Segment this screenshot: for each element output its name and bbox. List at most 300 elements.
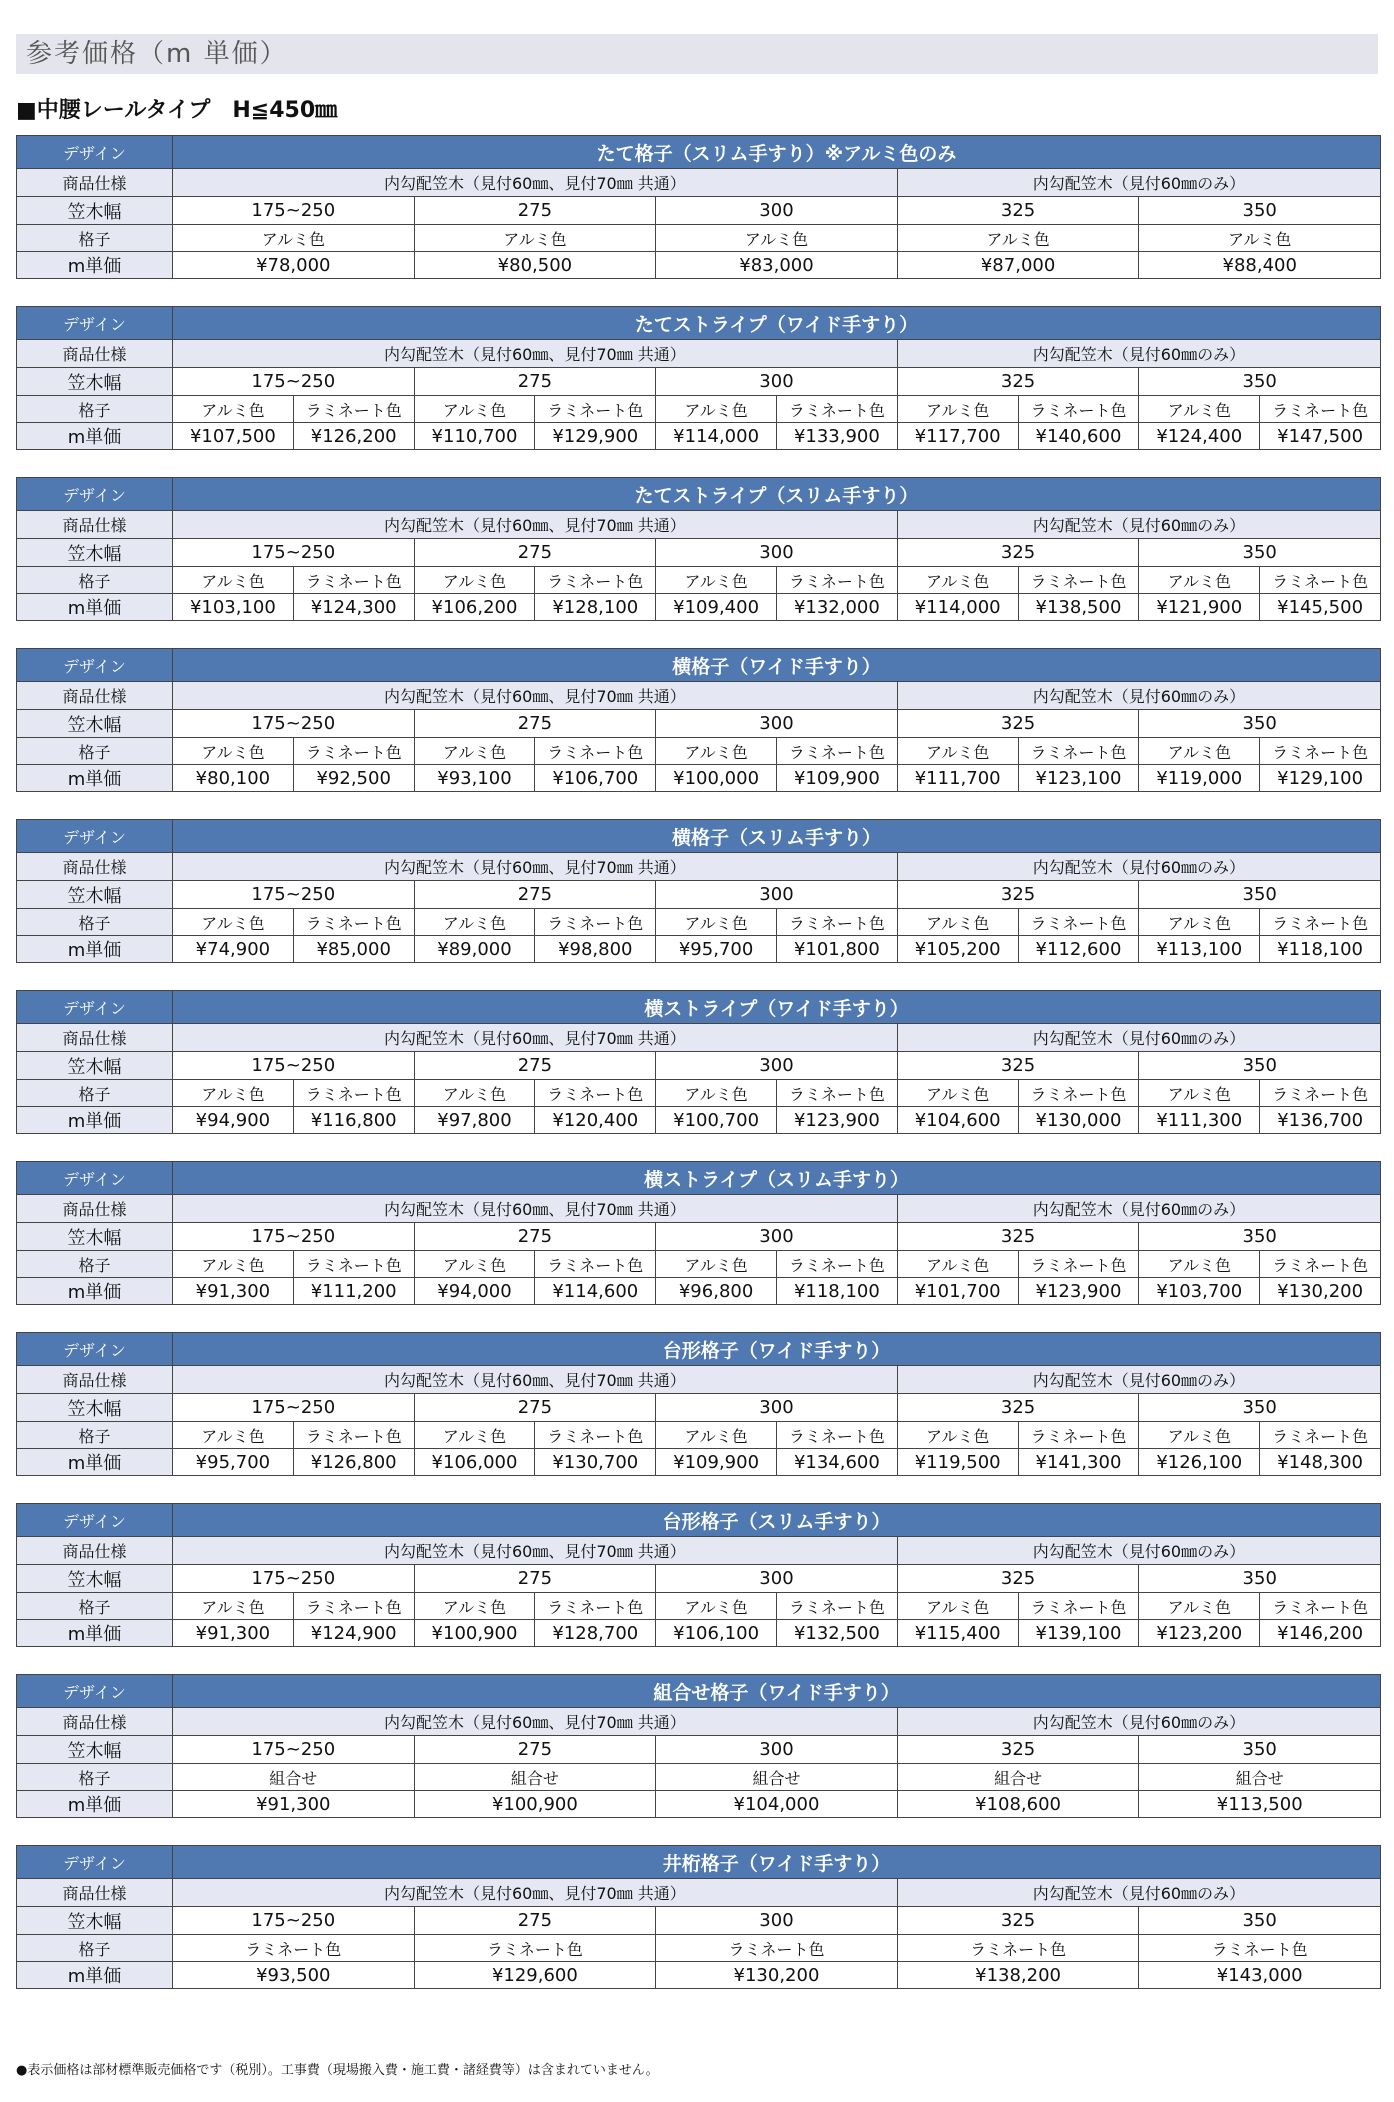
price-cell: ¥111,300 <box>1139 1107 1260 1134</box>
grid-cell: アルミ色 <box>173 567 294 594</box>
width-cell: 325 <box>897 197 1139 225</box>
spec-right: 内勾配笠木（見付60㎜のみ） <box>897 169 1380 197</box>
grid-cell: アルミ色 <box>656 909 777 936</box>
design-name: 井桁格子（ワイド手すり） <box>173 1846 1381 1879</box>
price-cell: ¥126,100 <box>1139 1449 1260 1476</box>
width-cell: 275 <box>414 197 656 225</box>
grid-cell: アルミ色 <box>897 225 1139 252</box>
grid-cell: アルミ色 <box>173 225 415 252</box>
price-cell: ¥126,800 <box>293 1449 414 1476</box>
grid-cell: ラミネート色 <box>897 1935 1139 1962</box>
row-label-spec: 商品仕様 <box>17 853 173 881</box>
grid-cell: ラミネート色 <box>293 1251 414 1278</box>
row-label-spec: 商品仕様 <box>17 1024 173 1052</box>
price-cell: ¥80,500 <box>414 252 656 279</box>
price-cell: ¥100,700 <box>656 1107 777 1134</box>
price-cell: ¥97,800 <box>414 1107 535 1134</box>
price-table <box>16 648 1381 792</box>
grid-cell: ラミネート色 <box>293 1422 414 1449</box>
grid-cell: ラミネート色 <box>535 1422 656 1449</box>
row-label-grid: 格子 <box>17 225 173 252</box>
price-cell: ¥80,100 <box>173 765 294 792</box>
row-label-grid: 格子 <box>17 1593 173 1620</box>
grid-cell: 組合せ <box>656 1764 898 1791</box>
grid-cell: 組合せ <box>897 1764 1139 1791</box>
width-cell: 275 <box>414 1907 656 1935</box>
price-cell: ¥91,300 <box>173 1791 415 1818</box>
row-label-design: デザイン <box>17 136 173 169</box>
grid-cell: ラミネート色 <box>293 1080 414 1107</box>
grid-cell: アルミ色 <box>1139 1080 1260 1107</box>
width-cell: 175~250 <box>173 1736 415 1764</box>
price-cell: ¥93,500 <box>173 1962 415 1989</box>
price-cell: ¥106,700 <box>535 765 656 792</box>
design-name: 横格子（スリム手すり） <box>173 820 1381 853</box>
spec-right: 内勾配笠木（見付60㎜のみ） <box>897 1366 1380 1394</box>
grid-cell: アルミ色 <box>1139 1422 1260 1449</box>
row-label-width: 笠木幅 <box>17 197 173 225</box>
price-cell: ¥128,100 <box>535 594 656 621</box>
design-name: 組合せ格子（ワイド手すり） <box>173 1675 1381 1708</box>
row-label-grid: 格子 <box>17 567 173 594</box>
row-label-width: 笠木幅 <box>17 710 173 738</box>
grid-cell: アルミ色 <box>414 1251 535 1278</box>
width-cell: 300 <box>656 1565 898 1593</box>
price-cell: ¥111,200 <box>293 1278 414 1305</box>
width-cell: 175~250 <box>173 539 415 567</box>
width-cell: 275 <box>414 710 656 738</box>
row-label-price: m単価 <box>17 1107 173 1134</box>
grid-cell: アルミ色 <box>173 1422 294 1449</box>
price-cell: ¥93,100 <box>414 765 535 792</box>
price-cell: ¥105,200 <box>897 936 1018 963</box>
width-cell: 325 <box>897 1736 1139 1764</box>
price-table <box>16 1161 1381 1305</box>
grid-cell: ラミネート色 <box>535 738 656 765</box>
grid-cell: ラミネート色 <box>1139 1935 1381 1962</box>
price-cell: ¥130,200 <box>656 1962 898 1989</box>
price-table <box>16 1332 1381 1476</box>
grid-cell: アルミ色 <box>656 1593 777 1620</box>
grid-cell: アルミ色 <box>656 225 898 252</box>
price-cell: ¥108,600 <box>897 1791 1139 1818</box>
spec-left: 内勾配笠木（見付60㎜、見付70㎜ 共通） <box>173 682 898 710</box>
grid-cell: ラミネート色 <box>293 1593 414 1620</box>
price-cell: ¥89,000 <box>414 936 535 963</box>
grid-cell: ラミネート色 <box>776 738 897 765</box>
grid-cell: アルミ色 <box>656 1251 777 1278</box>
grid-cell: アルミ色 <box>173 1593 294 1620</box>
row-label-width: 笠木幅 <box>17 1223 173 1251</box>
width-cell: 350 <box>1139 881 1381 909</box>
price-cell: ¥145,500 <box>1260 594 1381 621</box>
price-cell: ¥100,900 <box>414 1791 656 1818</box>
grid-cell: ラミネート色 <box>535 396 656 423</box>
width-cell: 300 <box>656 1223 898 1251</box>
row-label-spec: 商品仕様 <box>17 1537 173 1565</box>
width-cell: 350 <box>1139 368 1381 396</box>
price-cell: ¥136,700 <box>1260 1107 1381 1134</box>
price-cell: ¥104,000 <box>656 1791 898 1818</box>
width-cell: 275 <box>414 1736 656 1764</box>
grid-cell: アルミ色 <box>897 909 1018 936</box>
price-cell: ¥141,300 <box>1018 1449 1139 1476</box>
price-table <box>16 135 1381 279</box>
width-cell: 175~250 <box>173 1394 415 1422</box>
price-cell: ¥106,000 <box>414 1449 535 1476</box>
width-cell: 325 <box>897 368 1139 396</box>
price-cell: ¥103,700 <box>1139 1278 1260 1305</box>
grid-cell: ラミネート色 <box>1018 738 1139 765</box>
design-name: 台形格子（ワイド手すり） <box>173 1333 1381 1366</box>
spec-left: 内勾配笠木（見付60㎜、見付70㎜ 共通） <box>173 340 898 368</box>
grid-cell: アルミ色 <box>414 567 535 594</box>
grid-cell: アルミ色 <box>173 738 294 765</box>
price-cell: ¥113,500 <box>1139 1791 1381 1818</box>
design-name: たてストライプ（ワイド手すり） <box>173 307 1381 340</box>
price-cell: ¥114,000 <box>656 423 777 450</box>
spec-right: 内勾配笠木（見付60㎜のみ） <box>897 853 1380 881</box>
grid-cell: アルミ色 <box>1139 738 1260 765</box>
price-cell: ¥130,000 <box>1018 1107 1139 1134</box>
grid-cell: ラミネート色 <box>1018 567 1139 594</box>
width-cell: 350 <box>1139 1907 1381 1935</box>
row-label-width: 笠木幅 <box>17 368 173 396</box>
spec-right: 内勾配笠木（見付60㎜のみ） <box>897 1537 1380 1565</box>
price-cell: ¥129,900 <box>535 423 656 450</box>
grid-cell: アルミ色 <box>656 1080 777 1107</box>
grid-cell: ラミネート色 <box>1018 909 1139 936</box>
width-cell: 350 <box>1139 710 1381 738</box>
price-cell: ¥143,000 <box>1139 1962 1381 1989</box>
grid-cell: 組合せ <box>173 1764 415 1791</box>
spec-left: 内勾配笠木（見付60㎜、見付70㎜ 共通） <box>173 1537 898 1565</box>
grid-cell: ラミネート色 <box>1260 1593 1381 1620</box>
width-cell: 300 <box>656 1736 898 1764</box>
spec-left: 内勾配笠木（見付60㎜、見付70㎜ 共通） <box>173 1195 898 1223</box>
row-label-spec: 商品仕様 <box>17 169 173 197</box>
grid-cell: ラミネート色 <box>293 909 414 936</box>
row-label-width: 笠木幅 <box>17 1565 173 1593</box>
price-cell: ¥114,000 <box>897 594 1018 621</box>
width-cell: 175~250 <box>173 1052 415 1080</box>
price-cell: ¥123,900 <box>1018 1278 1139 1305</box>
grid-cell: アルミ色 <box>656 567 777 594</box>
row-label-grid: 格子 <box>17 909 173 936</box>
section-title: ■中腰レールタイプ H≦450㎜ <box>16 98 338 123</box>
spec-right: 内勾配笠木（見付60㎜のみ） <box>897 1195 1380 1223</box>
price-cell: ¥95,700 <box>173 1449 294 1476</box>
row-label-design: デザイン <box>17 820 173 853</box>
width-cell: 275 <box>414 368 656 396</box>
price-cell: ¥124,300 <box>293 594 414 621</box>
price-cell: ¥126,200 <box>293 423 414 450</box>
grid-cell: アルミ色 <box>1139 909 1260 936</box>
width-cell: 175~250 <box>173 881 415 909</box>
grid-cell: アルミ色 <box>897 1251 1018 1278</box>
width-cell: 275 <box>414 1394 656 1422</box>
price-cell: ¥123,100 <box>1018 765 1139 792</box>
width-cell: 175~250 <box>173 1907 415 1935</box>
design-name: 横ストライプ（スリム手すり） <box>173 1162 1381 1195</box>
price-cell: ¥103,100 <box>173 594 294 621</box>
price-cell: ¥94,000 <box>414 1278 535 1305</box>
grid-cell: ラミネート色 <box>1260 1251 1381 1278</box>
price-cell: ¥109,900 <box>656 1449 777 1476</box>
price-cell: ¥123,200 <box>1139 1620 1260 1647</box>
width-cell: 350 <box>1139 197 1381 225</box>
width-cell: 275 <box>414 1565 656 1593</box>
width-cell: 275 <box>414 881 656 909</box>
price-table <box>16 1845 1381 1989</box>
price-table <box>16 990 1381 1134</box>
row-label-price: m単価 <box>17 1962 173 1989</box>
grid-cell: ラミネート色 <box>535 1080 656 1107</box>
price-cell: ¥112,600 <box>1018 936 1139 963</box>
width-cell: 275 <box>414 1052 656 1080</box>
price-cell: ¥147,500 <box>1260 423 1381 450</box>
price-cell: ¥118,100 <box>1260 936 1381 963</box>
width-cell: 325 <box>897 1052 1139 1080</box>
grid-cell: アルミ色 <box>656 1422 777 1449</box>
price-cell: ¥91,300 <box>173 1278 294 1305</box>
price-table <box>16 1674 1381 1818</box>
price-cell: ¥88,400 <box>1139 252 1381 279</box>
width-cell: 175~250 <box>173 710 415 738</box>
row-label-price: m単価 <box>17 1278 173 1305</box>
spec-left: 内勾配笠木（見付60㎜、見付70㎜ 共通） <box>173 1708 898 1736</box>
row-label-spec: 商品仕様 <box>17 1708 173 1736</box>
row-label-spec: 商品仕様 <box>17 511 173 539</box>
price-table <box>16 306 1381 450</box>
spec-right: 内勾配笠木（見付60㎜のみ） <box>897 340 1380 368</box>
price-cell: ¥87,000 <box>897 252 1139 279</box>
width-cell: 325 <box>897 1565 1139 1593</box>
width-cell: 350 <box>1139 1736 1381 1764</box>
price-cell: ¥114,600 <box>535 1278 656 1305</box>
design-name: 横格子（ワイド手すり） <box>173 649 1381 682</box>
row-label-price: m単価 <box>17 1791 173 1818</box>
row-label-grid: 格子 <box>17 1935 173 1962</box>
row-label-width: 笠木幅 <box>17 1052 173 1080</box>
row-label-design: デザイン <box>17 1846 173 1879</box>
price-cell: ¥98,800 <box>535 936 656 963</box>
width-cell: 175~250 <box>173 197 415 225</box>
price-cell: ¥124,400 <box>1139 423 1260 450</box>
grid-cell: アルミ色 <box>414 1080 535 1107</box>
width-cell: 275 <box>414 539 656 567</box>
price-cell: ¥94,900 <box>173 1107 294 1134</box>
spec-left: 内勾配笠木（見付60㎜、見付70㎜ 共通） <box>173 1024 898 1052</box>
grid-cell: ラミネート色 <box>776 1593 897 1620</box>
price-cell: ¥106,200 <box>414 594 535 621</box>
spec-left: 内勾配笠木（見付60㎜、見付70㎜ 共通） <box>173 1879 898 1907</box>
price-cell: ¥106,100 <box>656 1620 777 1647</box>
grid-cell: ラミネート色 <box>776 567 897 594</box>
price-cell: ¥101,800 <box>776 936 897 963</box>
width-cell: 350 <box>1139 1052 1381 1080</box>
grid-cell: ラミネート色 <box>1018 1593 1139 1620</box>
price-cell: ¥104,600 <box>897 1107 1018 1134</box>
grid-cell: ラミネート色 <box>535 1593 656 1620</box>
row-label-design: デザイン <box>17 307 173 340</box>
price-cell: ¥85,000 <box>293 936 414 963</box>
grid-cell: アルミ色 <box>1139 225 1381 252</box>
spec-right: 内勾配笠木（見付60㎜のみ） <box>897 511 1380 539</box>
grid-cell: アルミ色 <box>173 1080 294 1107</box>
price-cell: ¥132,000 <box>776 594 897 621</box>
price-cell: ¥100,900 <box>414 1620 535 1647</box>
price-cell: ¥138,500 <box>1018 594 1139 621</box>
row-label-design: デザイン <box>17 1675 173 1708</box>
row-label-price: m単価 <box>17 936 173 963</box>
grid-cell: ラミネート色 <box>173 1935 415 1962</box>
grid-cell: アルミ色 <box>414 738 535 765</box>
row-label-price: m単価 <box>17 252 173 279</box>
row-label-design: デザイン <box>17 991 173 1024</box>
price-cell: ¥123,900 <box>776 1107 897 1134</box>
row-label-design: デザイン <box>17 1504 173 1537</box>
page-title: 参考価格（m 単価） <box>16 34 1378 74</box>
grid-cell: ラミネート色 <box>1018 1251 1139 1278</box>
grid-cell: アルミ色 <box>897 567 1018 594</box>
grid-cell: ラミネート色 <box>293 396 414 423</box>
grid-cell: ラミネート色 <box>1018 1080 1139 1107</box>
grid-cell: ラミネート色 <box>535 1251 656 1278</box>
width-cell: 300 <box>656 539 898 567</box>
spec-left: 内勾配笠木（見付60㎜、見付70㎜ 共通） <box>173 169 898 197</box>
row-label-grid: 格子 <box>17 738 173 765</box>
grid-cell: ラミネート色 <box>776 396 897 423</box>
spec-right: 内勾配笠木（見付60㎜のみ） <box>897 1879 1380 1907</box>
price-cell: ¥117,700 <box>897 423 1018 450</box>
row-label-design: デザイン <box>17 478 173 511</box>
price-cell: ¥100,000 <box>656 765 777 792</box>
grid-cell: アルミ色 <box>897 738 1018 765</box>
price-cell: ¥120,400 <box>535 1107 656 1134</box>
grid-cell: アルミ色 <box>656 738 777 765</box>
width-cell: 325 <box>897 881 1139 909</box>
grid-cell: ラミネート色 <box>1260 396 1381 423</box>
price-cell: ¥130,200 <box>1260 1278 1381 1305</box>
row-label-width: 笠木幅 <box>17 1736 173 1764</box>
row-label-design: デザイン <box>17 1333 173 1366</box>
width-cell: 325 <box>897 1907 1139 1935</box>
width-cell: 175~250 <box>173 368 415 396</box>
price-cell: ¥107,500 <box>173 423 294 450</box>
row-label-width: 笠木幅 <box>17 1907 173 1935</box>
price-table <box>16 819 1381 963</box>
grid-cell: ラミネート色 <box>535 567 656 594</box>
grid-cell: ラミネート色 <box>293 738 414 765</box>
row-label-width: 笠木幅 <box>17 539 173 567</box>
width-cell: 300 <box>656 710 898 738</box>
width-cell: 350 <box>1139 1565 1381 1593</box>
row-label-grid: 格子 <box>17 1251 173 1278</box>
grid-cell: ラミネート色 <box>776 1422 897 1449</box>
grid-cell: ラミネート色 <box>1018 1422 1139 1449</box>
width-cell: 325 <box>897 1223 1139 1251</box>
price-cell: ¥116,800 <box>293 1107 414 1134</box>
price-cell: ¥78,000 <box>173 252 415 279</box>
price-cell: ¥119,500 <box>897 1449 1018 1476</box>
price-cell: ¥133,900 <box>776 423 897 450</box>
grid-cell: ラミネート色 <box>1260 567 1381 594</box>
design-name: 横ストライプ（ワイド手すり） <box>173 991 1381 1024</box>
grid-cell: アルミ色 <box>414 1593 535 1620</box>
grid-cell: ラミネート色 <box>414 1935 656 1962</box>
spec-left: 内勾配笠木（見付60㎜、見付70㎜ 共通） <box>173 511 898 539</box>
price-cell: ¥74,900 <box>173 936 294 963</box>
row-label-spec: 商品仕様 <box>17 1195 173 1223</box>
price-cell: ¥101,700 <box>897 1278 1018 1305</box>
width-cell: 300 <box>656 881 898 909</box>
row-label-price: m単価 <box>17 423 173 450</box>
price-cell: ¥139,100 <box>1018 1620 1139 1647</box>
width-cell: 325 <box>897 710 1139 738</box>
grid-cell: ラミネート色 <box>1018 396 1139 423</box>
price-cell: ¥95,700 <box>656 936 777 963</box>
width-cell: 300 <box>656 197 898 225</box>
width-cell: 325 <box>897 539 1139 567</box>
price-cell: ¥128,700 <box>535 1620 656 1647</box>
price-cell: ¥130,700 <box>535 1449 656 1476</box>
price-cell: ¥92,500 <box>293 765 414 792</box>
grid-cell: アルミ色 <box>656 396 777 423</box>
grid-cell: ラミネート色 <box>776 1251 897 1278</box>
design-name: たてストライプ（スリム手すり） <box>173 478 1381 511</box>
width-cell: 300 <box>656 368 898 396</box>
design-name: たて格子（スリム手すり）※アルミ色のみ <box>173 136 1381 169</box>
price-table <box>16 477 1381 621</box>
grid-cell: ラミネート色 <box>535 909 656 936</box>
row-label-width: 笠木幅 <box>17 1394 173 1422</box>
row-label-grid: 格子 <box>17 1422 173 1449</box>
grid-cell: アルミ色 <box>1139 1593 1260 1620</box>
row-label-grid: 格子 <box>17 1764 173 1791</box>
row-label-spec: 商品仕様 <box>17 1366 173 1394</box>
row-label-spec: 商品仕様 <box>17 682 173 710</box>
price-cell: ¥113,100 <box>1139 936 1260 963</box>
row-label-price: m単価 <box>17 594 173 621</box>
row-label-spec: 商品仕様 <box>17 1879 173 1907</box>
grid-cell: アルミ色 <box>897 1422 1018 1449</box>
price-cell: ¥129,600 <box>414 1962 656 1989</box>
price-cell: ¥129,100 <box>1260 765 1381 792</box>
width-cell: 175~250 <box>173 1565 415 1593</box>
grid-cell: 組合せ <box>1139 1764 1381 1791</box>
spec-left: 内勾配笠木（見付60㎜、見付70㎜ 共通） <box>173 853 898 881</box>
price-cell: ¥134,600 <box>776 1449 897 1476</box>
grid-cell: アルミ色 <box>414 1422 535 1449</box>
grid-cell: アルミ色 <box>173 1251 294 1278</box>
width-cell: 350 <box>1139 1223 1381 1251</box>
price-cell: ¥111,700 <box>897 765 1018 792</box>
price-cell: ¥119,000 <box>1139 765 1260 792</box>
price-cell: ¥110,700 <box>414 423 535 450</box>
width-cell: 350 <box>1139 1394 1381 1422</box>
row-label-grid: 格子 <box>17 396 173 423</box>
spec-right: 内勾配笠木（見付60㎜のみ） <box>897 1708 1380 1736</box>
price-cell: ¥96,800 <box>656 1278 777 1305</box>
row-label-price: m単価 <box>17 1620 173 1647</box>
row-label-price: m単価 <box>17 765 173 792</box>
grid-cell: アルミ色 <box>414 225 656 252</box>
width-cell: 300 <box>656 1394 898 1422</box>
spec-left: 内勾配笠木（見付60㎜、見付70㎜ 共通） <box>173 1366 898 1394</box>
width-cell: 300 <box>656 1907 898 1935</box>
grid-cell: ラミネート色 <box>1260 738 1381 765</box>
